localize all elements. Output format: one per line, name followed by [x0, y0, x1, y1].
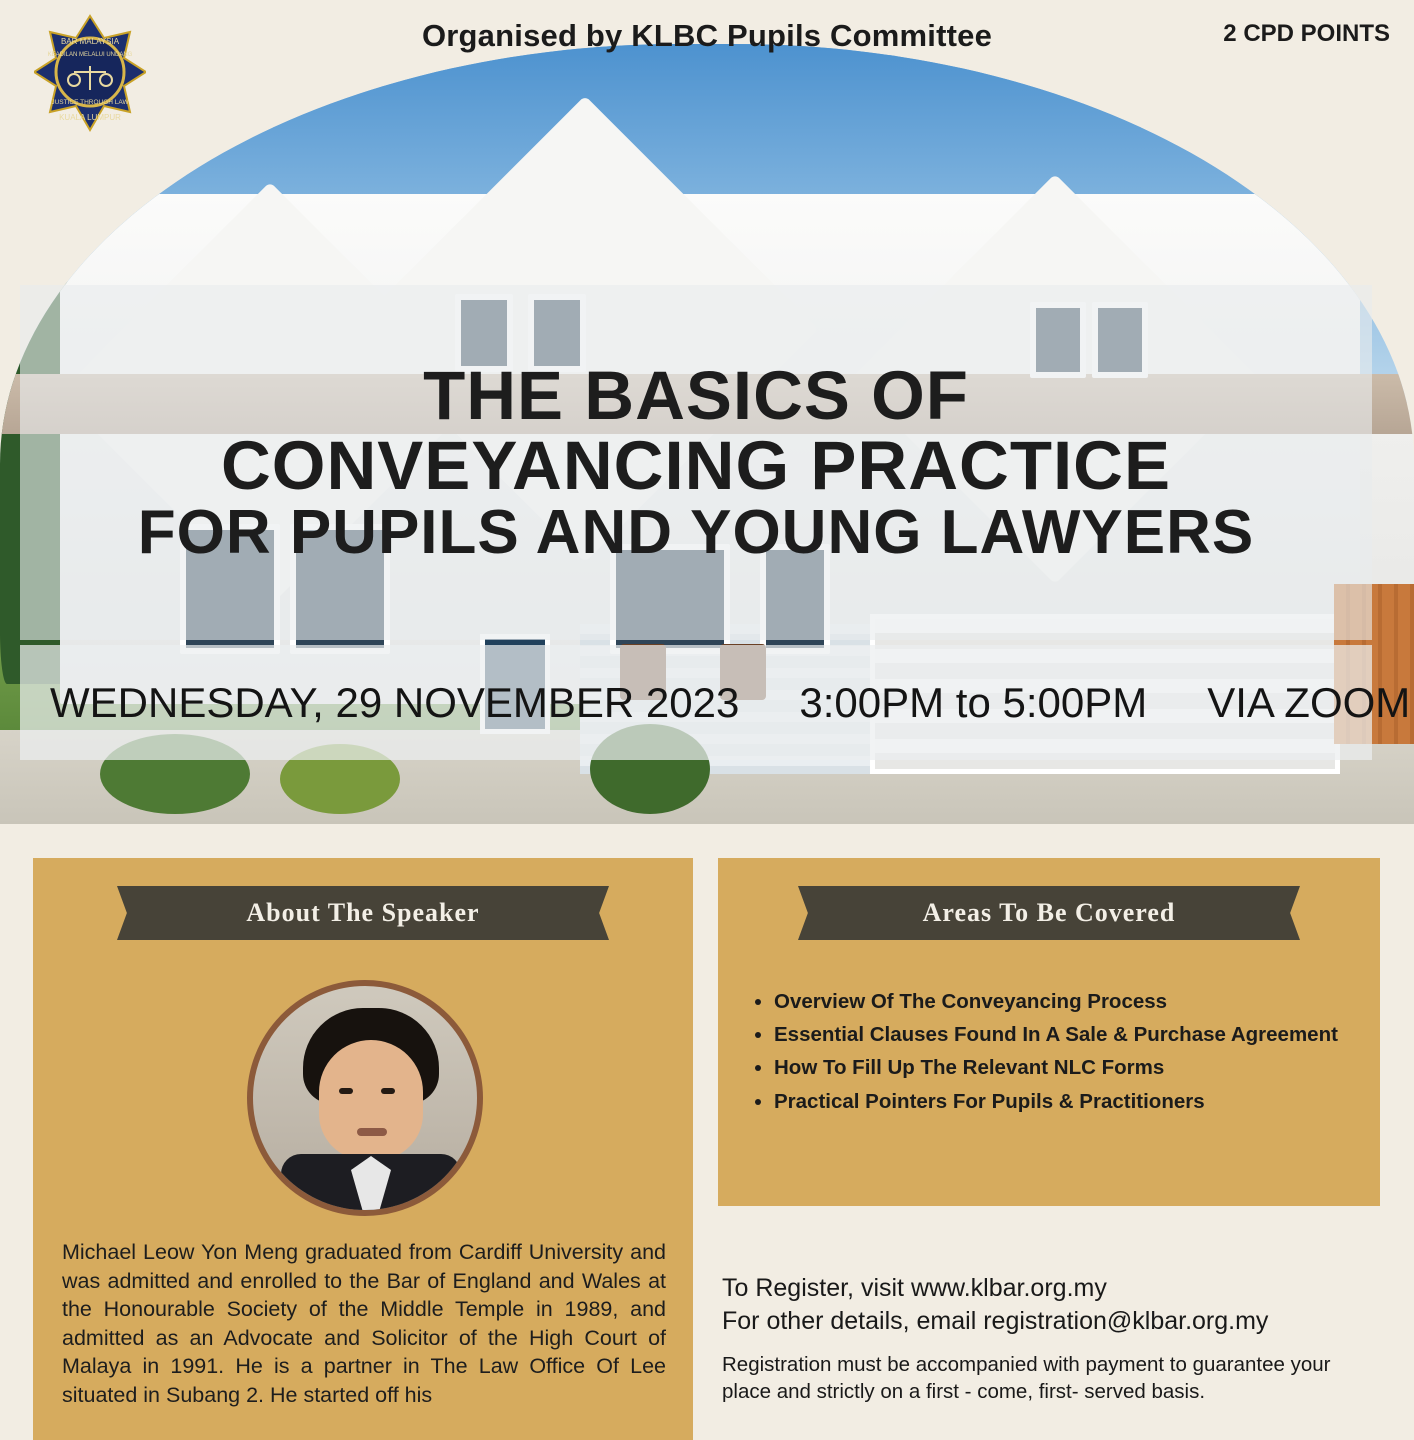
list-item: • Essential Clauses Found In A Sale & Purchase Agreement [774, 1018, 1362, 1051]
event-title-block [20, 285, 1372, 640]
areas-covered-list [752, 985, 1362, 1118]
avatar-eye [339, 1088, 353, 1094]
title-line-2: CONVEYANCING PRACTICE [220, 426, 1172, 504]
list-item: • Overview Of The Conveyancing Process [774, 985, 1362, 1018]
registration-email-line[interactable]: For other details, email registration@klbar.org.my [722, 1307, 1269, 1335]
registration-block [722, 1272, 1382, 1405]
list-item: • Practical Pointers For Pupils & Practitioners [774, 1085, 1362, 1118]
svg-text:KEADILAN MELALUI UNDANG: KEADILAN MELALUI UNDANG [47, 52, 133, 58]
title-line-1: THE BASICS OF [423, 356, 969, 434]
registration-website-line[interactable]: To Register, visit www.klbar.org.my [722, 1274, 1107, 1302]
areas-covered-heading: Areas To Be Covered [824, 886, 1274, 940]
avatar-eye [381, 1088, 395, 1094]
event-venue: VIA ZOOM [1207, 678, 1411, 726]
title-line-3: FOR PUPILS AND YOUNG LAWYERS [137, 498, 1255, 568]
about-speaker-heading: About The Speaker [143, 886, 583, 940]
event-time: 3:00PM to 5:00PM [799, 678, 1148, 726]
avatar-mouth [357, 1128, 387, 1136]
organiser-title: Organised by KLBC Pupils Committee [421, 18, 993, 53]
speaker-avatar [247, 980, 483, 1216]
cpd-points-badge: 2 CPD POINTS [1223, 20, 1390, 47]
header [0, 0, 1414, 72]
list-item: • How To Fill Up The Relevant NLC Forms [774, 1051, 1362, 1084]
svg-text:JUSTICE THROUGH LAW: JUSTICE THROUGH LAW [51, 99, 129, 106]
speaker-bio: Michael Leow Yon Meng graduated from Cardiff University and was admitted and enrolled to the Bar of England and Wales at the Honourable Society of the Middle Temple in 1989, and admitted as an Advocate and Solicitor of the High Court of Malaya in 1991. He is a partner in The Law Office Of Lee situated in Subang 2. He started off his [62, 1240, 666, 1407]
event-details-bar [20, 645, 1411, 760]
avatar-face [319, 1040, 423, 1160]
svg-text:KUALA LUMPUR: KUALA LUMPUR [59, 113, 121, 122]
bar-malaysia-logo-icon [34, 14, 146, 142]
registration-note: Registration must be accompanied with payment to guarantee your place and strictly on a first - come, first- served basis. [722, 1353, 1331, 1403]
event-date: WEDNESDAY, 29 NOVEMBER 2023 [50, 678, 740, 726]
svg-text:BAR MALAYSIA: BAR MALAYSIA [60, 37, 120, 46]
